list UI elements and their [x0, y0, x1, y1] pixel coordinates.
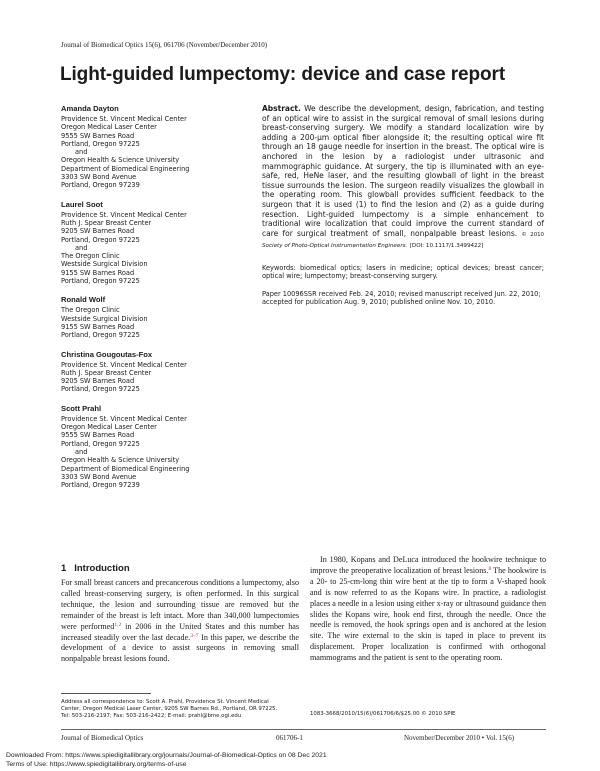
- affiliation-line: Westside Surgical Division: [61, 260, 148, 269]
- paper-history: Paper 10096SSR received Feb. 24, 2010; revised manuscript received Jun. 22, 2010; accepted for publication Aug. 9, 2010; published online Nov. 10, 2010.: [262, 290, 541, 307]
- section-number: 1: [61, 563, 67, 574]
- affiliation-line: 3303 SW Bond Avenue: [61, 173, 137, 182]
- affiliation-line: Portland, Oregon 97225: [61, 331, 140, 340]
- affiliation-line: The Oregon Clinic: [61, 306, 120, 315]
- affiliation-line: 3303 SW Bond Avenue: [61, 472, 137, 481]
- intro-text: In 1980, Kopans and DeLuca introduced the hookwire technique to improve the preoperative localization of breast lesions.: [310, 555, 546, 575]
- affiliation-line: Oregon Medical Laser Center: [61, 123, 157, 132]
- author-name: Amanda Dayton: [61, 104, 119, 113]
- footnote-line: Center, Oregon Medical Laser Center, 9205 SW Barnes Rd., Portland, OR 97225.: [61, 706, 278, 713]
- author-name: Laurel Soot: [61, 199, 103, 209]
- keywords: Keywords: biomedical optics; lasers in medicine; optical devices; breast cancer; optical wire; lumpectomy; breast-conserving surgery.: [262, 264, 544, 281]
- affiliation-line: Providence St. Vincent Medical Center: [61, 414, 187, 423]
- affiliation-line: 9205 SW Barnes Road: [61, 227, 135, 236]
- affiliation-line: The Oregon Clinic: [61, 252, 120, 261]
- affiliation-line: and: [75, 447, 88, 456]
- intro-text: For small breast cancers and precancerous conditions a lumpectomy, also called breast-conserving surgery, is often performed. In this surgical technique, the lesion and surrounding tissue are removed but the remainder of the breast is left intact. More than 340,000 lumpectomies were performed: [61, 578, 299, 631]
- paper-title: Light-guided lumpectomy: device and case report: [60, 64, 506, 85]
- abstract-doi[interactable]: [DOI: 10.1117/1.3499422]: [409, 243, 484, 250]
- footer-page-number: 061706-1: [276, 734, 303, 742]
- affiliation-line: Portland, Oregon 97225: [61, 139, 140, 148]
- abstract: [262, 104, 544, 252]
- author-name: Christina Gougoutas-Fox: [61, 349, 153, 359]
- footer-journal: Journal of Biomedical Optics: [61, 734, 144, 742]
- affiliation-line: Portland, Oregon 97239: [61, 481, 140, 490]
- section-heading: [61, 563, 130, 574]
- affiliation-line: Oregon Health & Science University: [61, 156, 180, 165]
- affiliation-line: Ruth J. Spear Breast Center: [61, 218, 152, 227]
- affiliation-line: 9555 SW Barnes Road: [61, 131, 135, 140]
- affiliation-line: Ruth J. Spear Breast Center: [61, 368, 152, 377]
- author-block: [61, 200, 256, 286]
- download-notice[interactable]: Downloaded From: https://www.spiedigitallibrary.org/journals/Journal-of-Biomedical-Optics on 08 Dec 2021: [6, 752, 327, 759]
- author-list: [61, 104, 256, 499]
- abstract-copyright: © 2010: [521, 231, 544, 238]
- affiliation-line: Department of Biomedical Engineering: [61, 164, 190, 173]
- intro-text: The hookwire is a 20- to 25-cm-long thin wire bent at the tip to form a V-shaped hook and is now referred to as the Kopans wire. In practice, a radiologist places a needle in a lesion using either x-ray or ultrasound guidance then slides the Kopans wire, hook end first, through the needle. Once the needle is removed, the hook springs open and is anchored at the lesion site. The wire external to the skin is taped in place to prevent its displacement. Proper localization is confirmed with orthogonal mammograms and the patient is sent to the operating room.: [310, 565, 546, 663]
- reference-link[interactable]: 8: [488, 565, 492, 572]
- footnote-line: Address all correspondence to: Scott A. Prahl, Providence St. Vincent Medical: [61, 699, 269, 705]
- affiliation-line: Providence St. Vincent Medical Center: [61, 115, 187, 123]
- affiliation-line: Department of Biomedical Engineering: [61, 464, 190, 473]
- issn-line: 1083-3668/2010/15(6)/061706/6/$25.00 © 2010 SPIE: [310, 711, 456, 717]
- affiliation-line: Providence St. Vincent Medical Center: [61, 210, 187, 219]
- author-block: [61, 350, 256, 394]
- intro-text: In this paper, we describe the development of a device to assist surgeons in removing small nonpalpable breast lesions found.: [61, 632, 299, 664]
- affiliation-line: Portland, Oregon 97225: [61, 277, 140, 286]
- affiliation-line: 9205 SW Barnes Road: [61, 377, 135, 386]
- section-title: Introduction: [74, 563, 130, 574]
- affiliation-line: Oregon Health & Science University: [61, 456, 180, 465]
- footer-issue: November/December 2010 • Vol. 15(6): [404, 734, 515, 742]
- journal-header: Journal of Biomedical Optics 15(6), 061706 (November/December 2010): [61, 41, 268, 49]
- author-name: Scott Prahl: [61, 403, 102, 413]
- footnote-divider: [61, 693, 151, 694]
- reference-link[interactable]: 3–7: [190, 632, 199, 639]
- terms-of-use-notice[interactable]: Terms of Use: https://www.spiedigitallibrary.org/terms-of-use: [6, 761, 187, 768]
- reference-link[interactable]: 1,2: [114, 621, 122, 628]
- affiliation-line: Providence St. Vincent Medical Center: [61, 360, 187, 369]
- affiliation-line: 9155 SW Barnes Road: [61, 322, 135, 331]
- abstract-text: We describe the development, design, fabrication, and testing of an optical wire to assist in the surgical removal of small lesions during breast-conserving surgery. We modify a standard localization wire by adding a 200-μm optical fiber alongside it; the resulting optical wire fit through an 18 gauge needle for insertion in the breast. The optical wire is anchored in the lesion by a radiologist under ultrasonic and mammographic guidance. At surgery, the tip is illuminated with an eye-safe, red, HeNe laser, and the resulting glowball of light in the breast tissue surrounds the lesion. The surgeon readily visualizes the glowball in the operating room. This glowball provides sufficient feedback to the surgeon that it is used (1) to find the lesion and (2) as a guide during resection. Light-guided lumpectomy is a simple enhancement to traditional wire localization that could improve the current standard of care for surgical treatment of small, nonpalpable breast lesions.: [262, 104, 545, 238]
- affiliation-line: Portland, Oregon 97225: [61, 385, 140, 394]
- intro-text: in 2006 in the United States and this number has increased steadily over the last decade.: [61, 621, 299, 642]
- author-name: Ronald Wolf: [61, 295, 106, 305]
- footer-divider: [61, 729, 546, 730]
- affiliation-line: 9555 SW Barnes Road: [61, 431, 135, 440]
- abstract-label: Abstract.: [262, 104, 301, 113]
- intro-paragraph: [61, 578, 299, 665]
- abstract-society: Society of Photo-Optical Instrumentation Engineers.: [262, 243, 408, 250]
- affiliation-line: Oregon Medical Laser Center: [61, 423, 157, 432]
- affiliation-line: Portland, Oregon 97225: [61, 439, 140, 448]
- intro-paragraph: [310, 555, 546, 664]
- intro-left-column: [61, 578, 299, 665]
- affiliation-line: Portland, Oregon 97225: [61, 235, 140, 244]
- author-block: [61, 404, 256, 490]
- affiliation-line: and: [75, 148, 88, 157]
- correspondence-footnote: [61, 699, 301, 721]
- affiliation-line: and: [75, 243, 88, 252]
- footnote-line: Tel: 503-216-2197; Fax: 503-216-2422; E-mail: prahl@bme.ogi.edu: [61, 713, 242, 720]
- affiliation-line: Portland, Oregon 97239: [61, 181, 140, 190]
- author-block: [61, 104, 256, 190]
- intro-right-column: [310, 555, 546, 664]
- affiliation-line: 9155 SW Barnes Road: [61, 268, 135, 277]
- author-block: [61, 295, 256, 339]
- affiliation-line: Westside Surgical Division: [61, 314, 148, 323]
